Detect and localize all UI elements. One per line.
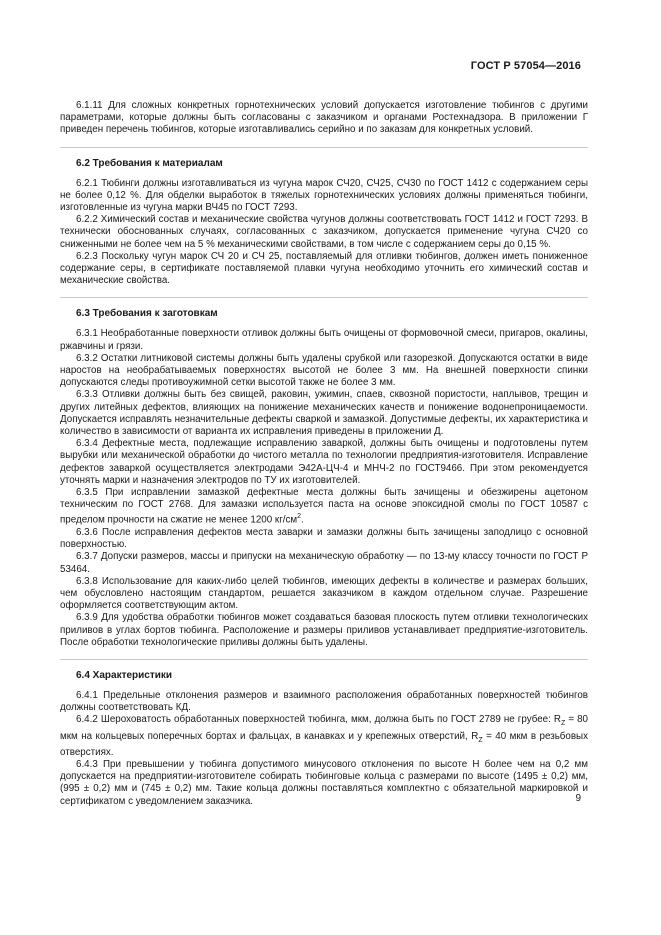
paragraph-6-3-5 — [60, 487, 588, 527]
paragraph-6-3-3: 6.3.3 Отливки должны быть без свищей, раковин, ужимин, спаев, сквозной пористости, наплывов, трещин и других литейных дефектов, влияющих на понижение механических качеств и понижение водонепроницаемости. Допускается исправлять незначительные дефекты сваркой и замазкой. Допустимые дефекты, их характеристика и количество в зависимости от варианта их исправления приведены в приложении Д. — [60, 389, 588, 438]
superscript: 2 — [297, 513, 302, 521]
paragraph-6-2-2: 6.2.2 Химический состав и механические свойства чугунов должны соответствовать ГОСТ 1412 и ГОСТ 7293. В технически обоснованных случаях, согласованных с заказчиком, допускается применение чугуна СЧ20 со сниженными не более чем на 5 % механическими свойствами, в том числе с содержанием серы до 0,15 %. — [60, 214, 588, 250]
paragraph-6-3-2: 6.3.2 Остатки литниковой системы должны быть удалены срубкой или газорезкой. Допускаются остатки в виде наростов на необрабатываемых поверхностях высотой не более 3 мм. На внешней поверхности спинки допускаются следы противоужимной сетки высотой также не более 3 мм. — [60, 352, 588, 389]
paragraph-6-3-6: 6.3.6 После исправления дефектов места заварки и замазки должны быть зачищены заподлицо с основной поверхностью. — [60, 526, 588, 551]
paragraph-6-2-1: 6.2.1 Тюбинги должны изготавливаться из чугуна марок СЧ20, СЧ25, СЧ30 по ГОСТ 1412 с содержанием серы не более 0,12 %. Для обделки выработок в тяжелых горнотехнических условиях должны применяться тюбинги, изготовленные из чугуна марки ВЧ45 по ГОСТ 7293. — [60, 177, 588, 214]
text-segment: = 40 мкм в резьбовых отверстиях. — [60, 730, 589, 758]
section-divider — [60, 147, 588, 148]
text-segment: = 80 мкм на кольцевых поперечных бортах и фальцах, в канавках и у крепежных отверстий, R — [60, 714, 588, 742]
paragraph-6-3-5-end: . — [301, 514, 304, 526]
paragraph-6-4-3: 6.4.3 При превышении у тюбинга допустимого минусового отклонения по высоте Н более чем на 0,2 мм допускается на предприятии-изготовителе собирать тюбинговые кольца с размерами по высоте (1495 ± 0,2) мм, (995 ± 0,2) мм и (745 ± 0,2) мм. Такие кольца должны поставляться комплектно с обязательной маркировкой и сертификатом с уведомлением заказчика. — [60, 758, 588, 807]
paragraph-6-3-1: 6.3.1 Необработанные поверхности отливок должны быть очищены от формовочной смеси, пригаров, окалины, ржавчины и грязи. — [60, 328, 588, 352]
page-number: 9 — [575, 793, 581, 804]
subscript: Z — [560, 720, 566, 728]
section-heading-6-4: 6.4 Характеристики — [76, 669, 173, 681]
paragraph-6-4-2 — [60, 714, 588, 759]
paragraph-6-1-11: 6.1.11 Для сложных конкретных горнотехнических условий допускается изготовление тюбингов с другими параметрами, которые должны быть согласованы с заказчиком и органами Ростехнадзора. В приложении Г приведен перечень тюбингов, которые изготавливались серийно и по заказам для конкретных условий. — [60, 100, 588, 136]
section-divider — [60, 659, 588, 660]
section-heading-6-3: 6.3 Требования к заготовкам — [76, 308, 218, 320]
subscript: Z — [478, 736, 483, 744]
paragraph-6-3-4: 6.3.4 Дефектные места, подлежащие исправлению заваркой, должны быть очищены и подготовлены путем вырубки или механической обработки до чистого металла по технологии предприятия-изготовителя. Исправление дефектов заваркой осуществляется электродами Э42А-ЦЧ-4 и МНЧ-2 по ГОСТ9466. При этом рекомендуется уточнять марки и назначения электродов по ТУ их изготовителей. — [60, 438, 588, 486]
paragraph-6-3-5-text: 6.3.5 При исправлении замазкой дефектные места должны быть зачищены и обезжирены ацетоном техническим по ГОСТ 2768. Для замазки используется паста на основе эпоксидной смолы по ГОСТ 10587 с пределом прочности на сжатие не менее 1200 кг/см — [60, 487, 588, 526]
document-body — [60, 100, 588, 808]
document-id: ГОСТ Р 57054—2016 — [470, 60, 581, 72]
paragraph-6-4-1: 6.4.1 Предельные отклонения размеров и взаимного расположения обработанных поверхностей тюбингов должны соответствовать КД. — [60, 689, 588, 714]
paragraph-6-3-7: 6.3.7 Допуски размеров, массы и припуски на механическую обработку — по 13-му классу точности по ГОСТ Р 53464. — [60, 551, 588, 575]
section-divider — [60, 297, 588, 298]
section-heading-6-2: 6.2 Требования к материалам — [76, 157, 223, 169]
paragraph-6-3-8: 6.3.8 Использование для каких-либо целей тюбингов, имеющих дефекты в количестве и размерах больших, чем обусловлено настоящим стандартом, решается заказчиком в каждом отдельном случае. Разрешение оформляется соответствующим актом. — [60, 575, 588, 612]
paragraph-6-3-9: 6.3.9 Для удобства обработки тюбингов может создаваться базовая плоскость путем отливки технологических приливов в углах бортов тюбинга. Расположение и размеры приливов устанавливает предприятие-изготовитель. После обработки технологические приливы должны быть удалены. — [60, 612, 588, 648]
text-segment: 6.4.2 Шероховатость обработанных поверхностей тюбинга, мкм, должна быть по ГОСТ 2789 не грубее: R — [76, 714, 561, 726]
paragraph-6-2-3: 6.2.3 Поскольку чугун марок СЧ 20 и СЧ 25, поставляемый для отливки тюбингов, должен иметь пониженное содержание серы, в сертификате поставляемой плавки чугуна необходимо уточнить его химический состав и механические свойства. — [60, 250, 588, 287]
